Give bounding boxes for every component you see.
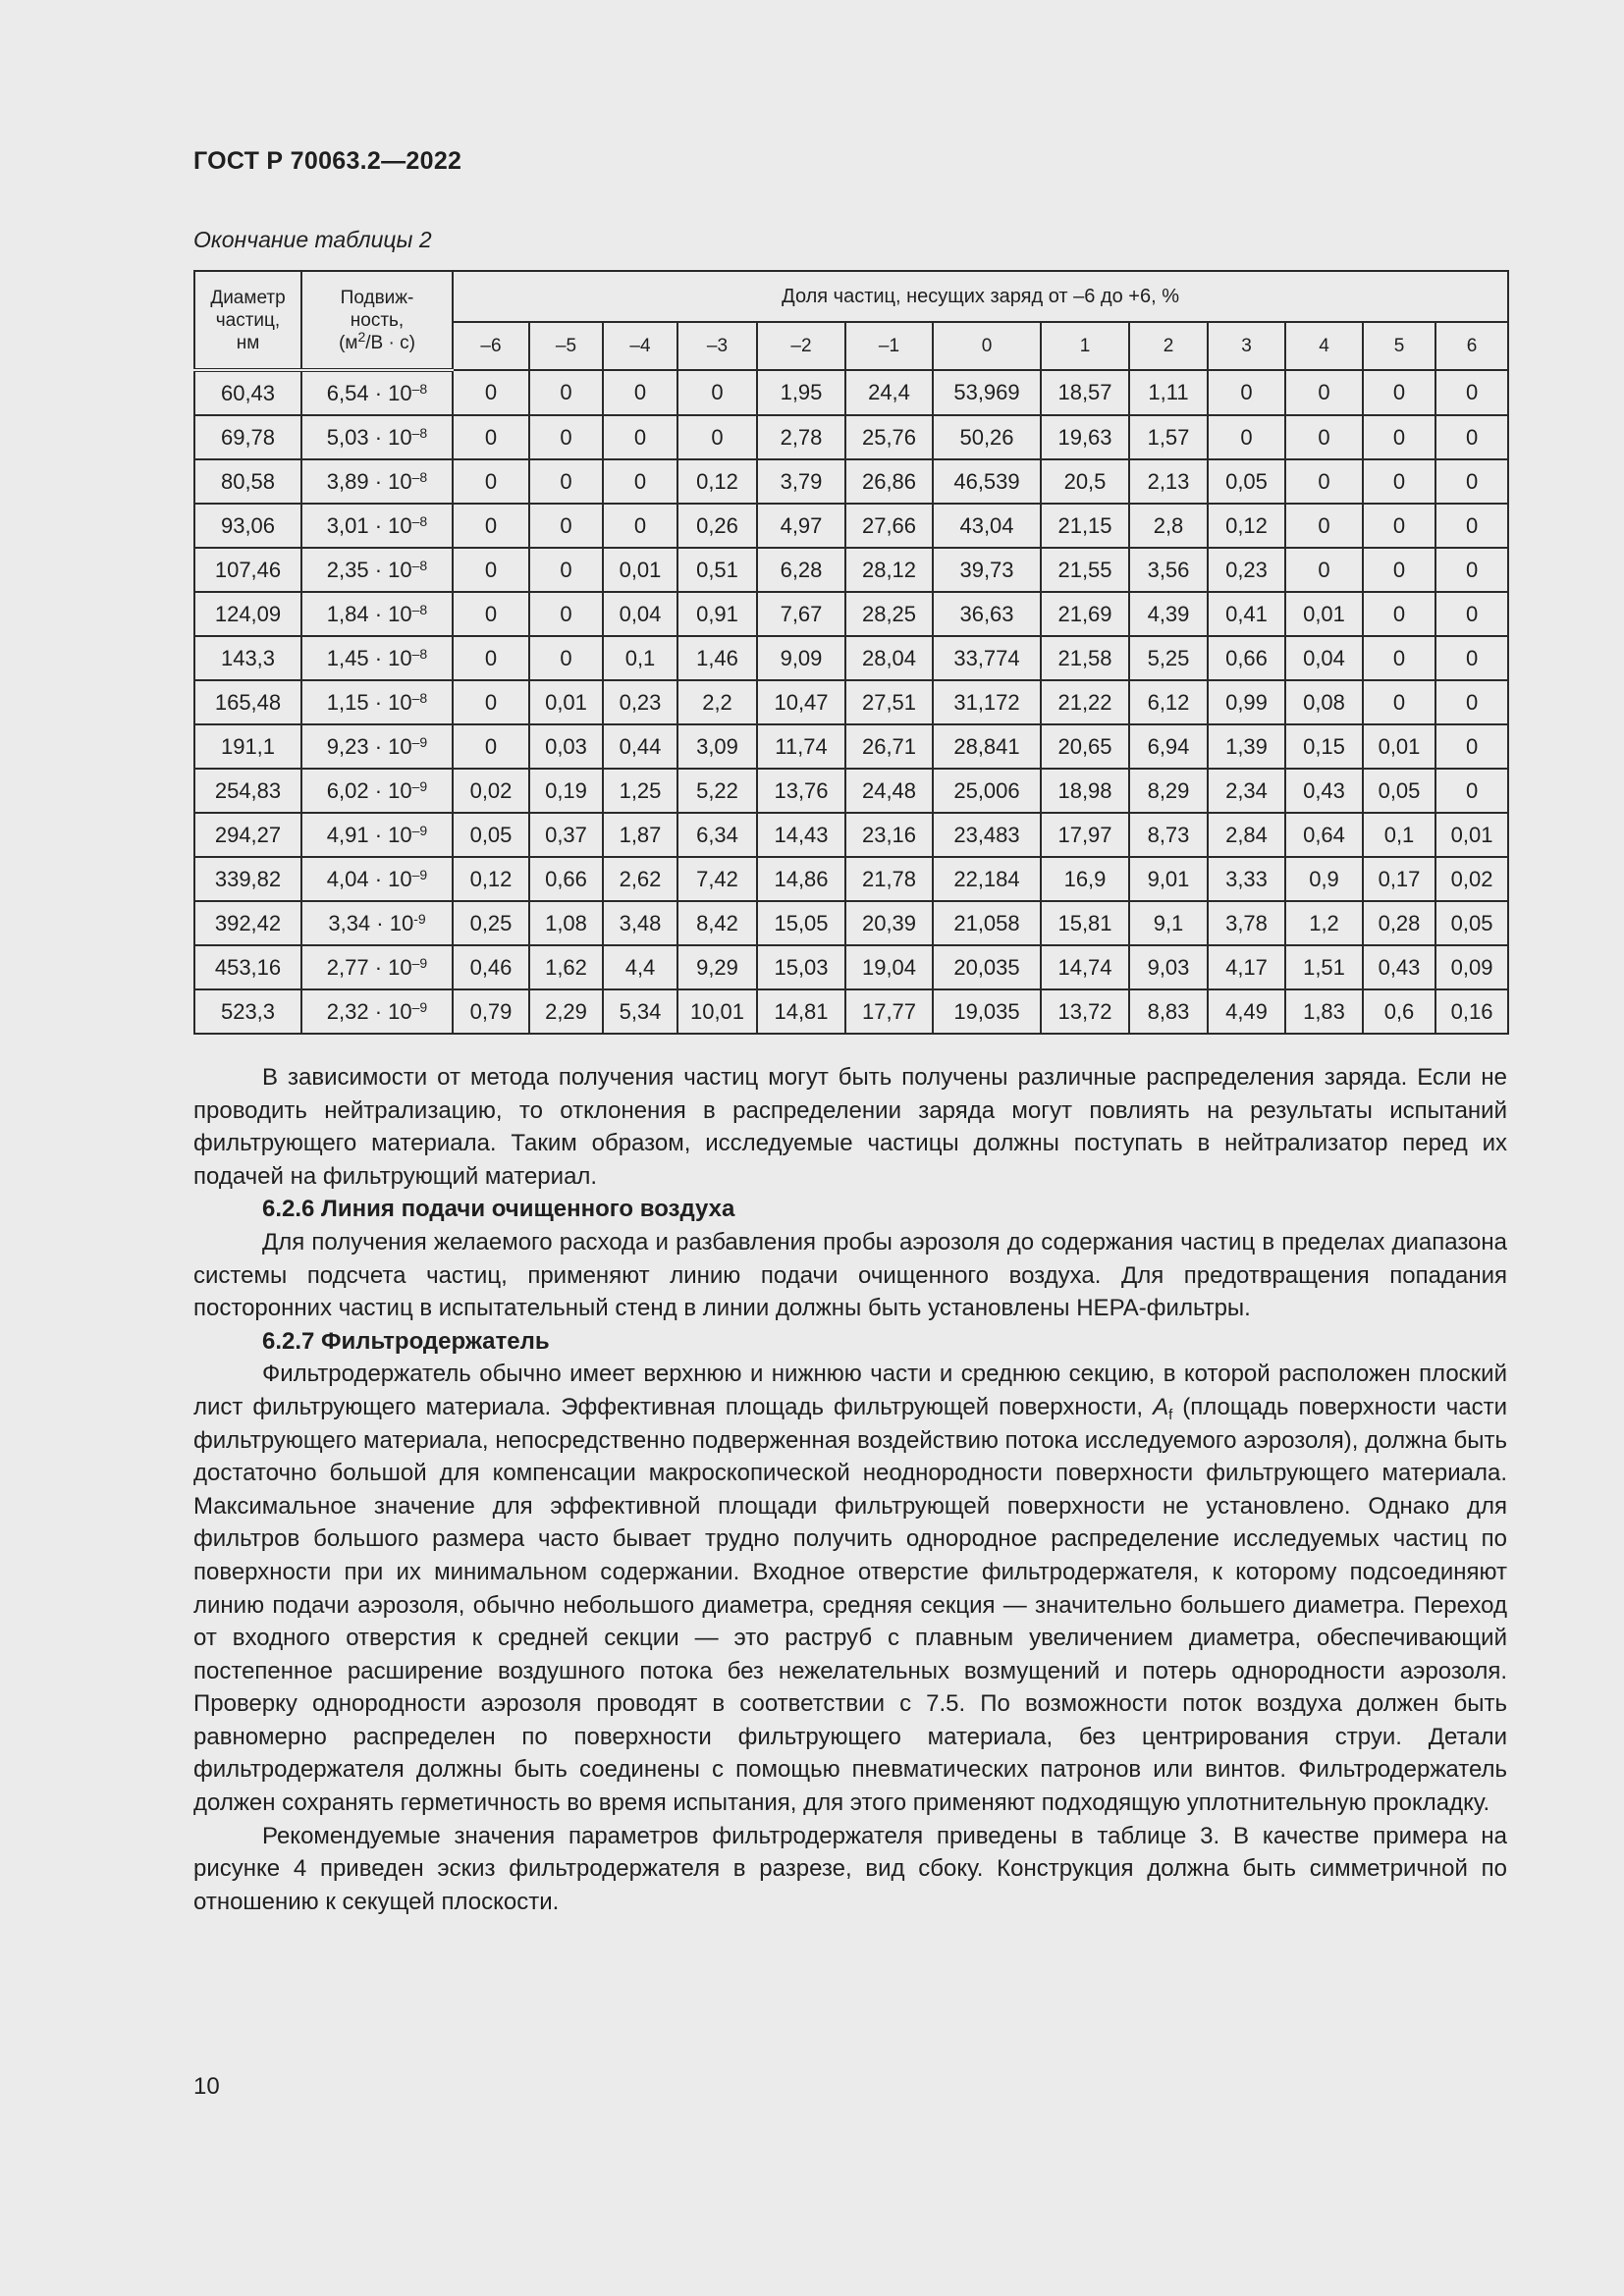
share-cell: 0 <box>1435 370 1508 415</box>
share-cell: 11,74 <box>757 724 845 769</box>
share-cell: 0 <box>1208 370 1285 415</box>
share-cell: 0 <box>529 415 603 459</box>
share-cell: 0,23 <box>1208 548 1285 592</box>
table-row <box>194 459 1508 504</box>
share-cell: 0,6 <box>1363 989 1435 1034</box>
share-cell: 0,05 <box>1208 459 1285 504</box>
table-row <box>194 901 1508 945</box>
share-cell: 1,95 <box>757 370 845 415</box>
share-cell: 5,25 <box>1129 636 1208 680</box>
share-cell: 31,172 <box>933 680 1041 724</box>
share-cell: 2,2 <box>677 680 757 724</box>
mobility-cell: $2,32 \cdot 10^{-9}$ <box>301 989 453 1034</box>
diameter-cell: 453,16 <box>194 945 301 989</box>
mobility-cell: $2,35 \cdot 10^{-8}$ <box>301 548 453 592</box>
share-cell: 1,57 <box>1129 415 1208 459</box>
share-cell: 25,006 <box>933 769 1041 813</box>
charge-column-header: –1 <box>845 322 933 370</box>
share-cell: 19,04 <box>845 945 933 989</box>
diameter-cell: 392,42 <box>194 901 301 945</box>
share-cell: 14,74 <box>1041 945 1129 989</box>
share-cell: 0 <box>453 370 529 415</box>
share-cell: 19,63 <box>1041 415 1129 459</box>
share-cell: 20,39 <box>845 901 933 945</box>
share-cell: 1,83 <box>1285 989 1363 1034</box>
diameter-cell: 93,06 <box>194 504 301 548</box>
share-cell: 0,01 <box>1363 724 1435 769</box>
share-cell: 0,1 <box>603 636 677 680</box>
share-cell: 46,539 <box>933 459 1041 504</box>
document-header: ГОСТ Р 70063.2—2022 <box>193 147 462 175</box>
diameter-cell: 165,48 <box>194 680 301 724</box>
share-cell: 2,34 <box>1208 769 1285 813</box>
share-cell: 0 <box>1285 548 1363 592</box>
diameter-cell: 339,82 <box>194 857 301 901</box>
share-cell: 0 <box>529 592 603 636</box>
share-cell: 5,34 <box>603 989 677 1034</box>
share-cell: 14,86 <box>757 857 845 901</box>
share-cell: 1,62 <box>529 945 603 989</box>
charge-column-header: 6 <box>1435 322 1508 370</box>
share-cell: 0 <box>529 504 603 548</box>
share-cell: 0,04 <box>603 592 677 636</box>
share-cell: 26,71 <box>845 724 933 769</box>
share-cell: 0 <box>1285 504 1363 548</box>
share-cell: 0,15 <box>1285 724 1363 769</box>
share-cell: 0,91 <box>677 592 757 636</box>
diameter-cell: 124,09 <box>194 592 301 636</box>
share-cell: 21,78 <box>845 857 933 901</box>
share-cell: 2,29 <box>529 989 603 1034</box>
share-cell: 3,48 <box>603 901 677 945</box>
share-cell: 4,97 <box>757 504 845 548</box>
share-cell: 0 <box>453 680 529 724</box>
share-cell: 9,09 <box>757 636 845 680</box>
table-row <box>194 813 1508 857</box>
share-cell: 27,51 <box>845 680 933 724</box>
share-cell: 0,09 <box>1435 945 1508 989</box>
share-cell: 2,84 <box>1208 813 1285 857</box>
table-row <box>194 945 1508 989</box>
share-cell: 6,34 <box>677 813 757 857</box>
share-cell: 24,48 <box>845 769 933 813</box>
share-cell: 24,4 <box>845 370 933 415</box>
share-cell: 0,9 <box>1285 857 1363 901</box>
share-cell: 10,47 <box>757 680 845 724</box>
share-cell: 0 <box>1363 370 1435 415</box>
share-cell: 0,12 <box>453 857 529 901</box>
paragraph: Для получения желаемого расхода и разбавления пробы аэрозоля до содержания частиц в пределах диапазона системы подсчета частиц, применяют линию подачи очищенного воздуха. Для предотвращения попадания посторонних частиц в испытательный стенд в линии должны быть установлены HEPA-фильтры. <box>193 1228 1507 1322</box>
charge-distribution-table <box>193 270 1509 1035</box>
share-cell: 27,66 <box>845 504 933 548</box>
share-cell: 2,78 <box>757 415 845 459</box>
paragraph: Фильтродержатель обычно имеет верхнюю и нижнюю части и среднюю секцию, в которой расположен плоский лист фильтрующего материала. Эффективная площадь фильтрующей поверхности, $A_f$ (площадь поверхности части фильтрующего материала, непосредственно подверженная воздействию потока исследуемого аэрозоля), должна быть достаточно большой для компенсации макроскопической неоднородности поверхности фильтрующего материала. Максимальное значение для эффективной площади фильтрующей поверхности не установлено. Однако для фильтров большого размера часто бывает трудно получить однородное распределение исследуемых частиц по поверхности при их минимальном содержании. Входное отверстие фильтродержателя, к которому подсоединяют линию подачи аэрозоля, обычно небольшого диаметра, средняя секция — значительно большего диаметра. Переход от входного отверстия к средней секции — это раструб с плавным увеличением диаметра, обеспечивающий постепенное расширение воздушного потока без нежелательных возмущений и потерь однородности аэрозоля. Проверку однородности аэрозоля проводят в соответствии с 7.5. По возможности поток воздуха должен быть равномерно распределен по поверхности фильтрующего материала, без центрирования струи. Детали фильтродержателя должны быть соединены с помощью пневматических патронов или винтов. Фильтродержатель должен сохранять герметичность во время испытания, для этого применяют подходящую уплотнительную прокладку. <box>193 1361 1508 1817</box>
share-cell: 28,04 <box>845 636 933 680</box>
table-caption: Окончание таблицы 2 <box>193 227 432 252</box>
share-cell: 0 <box>1435 724 1508 769</box>
mobility-cell: $9,23 \cdot 10^{-9}$ <box>301 724 453 769</box>
share-cell: 0 <box>1285 370 1363 415</box>
share-cell: 0 <box>1435 415 1508 459</box>
share-cell: 0,05 <box>1363 769 1435 813</box>
share-cell: 0,51 <box>677 548 757 592</box>
share-cell: 28,12 <box>845 548 933 592</box>
share-cell: 9,29 <box>677 945 757 989</box>
table-row <box>194 548 1508 592</box>
share-cell: 17,97 <box>1041 813 1129 857</box>
share-cell: 19,035 <box>933 989 1041 1034</box>
share-cell: 8,42 <box>677 901 757 945</box>
charge-column-header: –3 <box>677 322 757 370</box>
share-cell: 0 <box>677 415 757 459</box>
share-cell: 0 <box>603 459 677 504</box>
share-cell: 0 <box>603 504 677 548</box>
share-cell: 0,99 <box>1208 680 1285 724</box>
share-cell: 0,41 <box>1208 592 1285 636</box>
share-cell: 0 <box>1435 548 1508 592</box>
share-cell: 0 <box>1363 592 1435 636</box>
share-cell: 0,44 <box>603 724 677 769</box>
share-cell: 21,58 <box>1041 636 1129 680</box>
paragraph: В зависимости от метода получения частиц могут быть получены различные распределения заряда. Если не проводить нейтрализацию, то отклонения в распределении заряда могут повлиять на результаты испытаний фильтрующего материала. Таким образом, исследуемые частицы должны поступать в нейтрализатор перед их подачей на фильтрующий материал. <box>193 1064 1507 1190</box>
share-cell: 13,76 <box>757 769 845 813</box>
share-cell: 8,73 <box>1129 813 1208 857</box>
share-cell: 0 <box>603 370 677 415</box>
share-cell: 33,774 <box>933 636 1041 680</box>
mobility-column-header: Подвиж- ность, $(м^2/В \cdot с)$ <box>301 271 453 370</box>
share-cell: 20,035 <box>933 945 1041 989</box>
share-cell: 9,03 <box>1129 945 1208 989</box>
share-cell: 0 <box>1435 680 1508 724</box>
mobility-cell: $2,77 \cdot 10^{-9}$ <box>301 945 453 989</box>
share-cell: 7,67 <box>757 592 845 636</box>
share-cell: 0 <box>529 370 603 415</box>
diameter-cell: 143,3 <box>194 636 301 680</box>
share-cell: 4,4 <box>603 945 677 989</box>
share-cell: 0,37 <box>529 813 603 857</box>
charge-column-header: 0 <box>933 322 1041 370</box>
mobility-cell: $3,89 \cdot 10^{-8}$ <box>301 459 453 504</box>
paragraph: Рекомендуемые значения параметров фильтродержателя приведены в таблице 3. В качестве примера на рисунке 4 приведен эскиз фильтродержателя в разрезе, вид сбоку. Конструкция должна быть симметричной по отношению к секущей плоскости. <box>193 1822 1507 1915</box>
share-cell: 9,1 <box>1129 901 1208 945</box>
table-row <box>194 724 1508 769</box>
share-cell: 1,46 <box>677 636 757 680</box>
share-cell: 0 <box>677 370 757 415</box>
table-row <box>194 680 1508 724</box>
table-row <box>194 989 1508 1034</box>
share-cell: 0,25 <box>453 901 529 945</box>
share-cell: 23,483 <box>933 813 1041 857</box>
mobility-cell: $4,04 \cdot 10^{-9}$ <box>301 857 453 901</box>
share-cell: 0,64 <box>1285 813 1363 857</box>
share-cell: 0 <box>1363 415 1435 459</box>
diameter-cell: 69,78 <box>194 415 301 459</box>
share-cell: 8,29 <box>1129 769 1208 813</box>
mobility-cell: $6,54 \cdot 10^{-8}$ <box>301 370 453 415</box>
share-cell: 6,12 <box>1129 680 1208 724</box>
diameter-cell: 523,3 <box>194 989 301 1034</box>
share-cell: 3,09 <box>677 724 757 769</box>
share-cell: 1,08 <box>529 901 603 945</box>
share-cell: 0 <box>529 459 603 504</box>
share-cell: 14,43 <box>757 813 845 857</box>
diameter-cell: 191,1 <box>194 724 301 769</box>
diameter-column-header: Диаметр частиц, нм <box>194 271 301 370</box>
share-cell: 0 <box>1285 459 1363 504</box>
share-cell: 17,77 <box>845 989 933 1034</box>
share-cell: 0 <box>1363 504 1435 548</box>
share-cell: 0,02 <box>1435 857 1508 901</box>
section-heading-6-2-6: 6.2.6 Линия подачи очищенного воздуха <box>262 1196 735 1223</box>
share-cell: 0,46 <box>453 945 529 989</box>
share-cell: 0 <box>1363 680 1435 724</box>
share-cell: 21,69 <box>1041 592 1129 636</box>
share-cell: 21,058 <box>933 901 1041 945</box>
share-cell: 0 <box>1435 459 1508 504</box>
share-cell: 1,2 <box>1285 901 1363 945</box>
share-cell: 0 <box>453 724 529 769</box>
charge-column-header: 2 <box>1129 322 1208 370</box>
mobility-cell: $1,15 \cdot 10^{-8}$ <box>301 680 453 724</box>
share-cell: 0 <box>453 459 529 504</box>
charge-column-header: –5 <box>529 322 603 370</box>
table-row <box>194 636 1508 680</box>
charge-column-header: –6 <box>453 322 529 370</box>
charge-column-header: 3 <box>1208 322 1285 370</box>
share-cell: 0 <box>603 415 677 459</box>
share-cell: 3,56 <box>1129 548 1208 592</box>
share-cell: 3,79 <box>757 459 845 504</box>
share-cell: 0,16 <box>1435 989 1508 1034</box>
share-cell: 0,66 <box>529 857 603 901</box>
share-cell: 0,26 <box>677 504 757 548</box>
share-cell: 0,01 <box>603 548 677 592</box>
share-cell: 0,28 <box>1363 901 1435 945</box>
mobility-cell: $3,34 \cdot 10^{-9}$ <box>301 901 453 945</box>
share-cell: 28,25 <box>845 592 933 636</box>
share-cell: 18,98 <box>1041 769 1129 813</box>
share-cell: 21,55 <box>1041 548 1129 592</box>
share-cell: 0,05 <box>1435 901 1508 945</box>
share-cell: 13,72 <box>1041 989 1129 1034</box>
share-cell: 0 <box>1435 636 1508 680</box>
share-cell: 0 <box>529 548 603 592</box>
mobility-cell: $4,91 \cdot 10^{-9}$ <box>301 813 453 857</box>
share-cell: 23,16 <box>845 813 933 857</box>
charge-column-header: 5 <box>1363 322 1435 370</box>
share-cell: 0 <box>453 415 529 459</box>
page-number: 10 <box>193 2073 220 2100</box>
share-cell: 5,22 <box>677 769 757 813</box>
charge-column-header: 4 <box>1285 322 1363 370</box>
share-cell: 20,5 <box>1041 459 1129 504</box>
share-cell: 0,12 <box>1208 504 1285 548</box>
table-row <box>194 857 1508 901</box>
share-cell: 26,86 <box>845 459 933 504</box>
diameter-cell: 60,43 <box>194 370 301 415</box>
table-row <box>194 504 1508 548</box>
diameter-cell: 80,58 <box>194 459 301 504</box>
share-cell: 1,11 <box>1129 370 1208 415</box>
share-cell: 21,22 <box>1041 680 1129 724</box>
table-row <box>194 370 1508 415</box>
share-cell: 0,43 <box>1285 769 1363 813</box>
share-cell: 28,841 <box>933 724 1041 769</box>
share-cell: 1,39 <box>1208 724 1285 769</box>
mobility-cell: $3,01 \cdot 10^{-8}$ <box>301 504 453 548</box>
share-cell: 21,15 <box>1041 504 1129 548</box>
share-cell: 15,03 <box>757 945 845 989</box>
share-cell: 0,23 <box>603 680 677 724</box>
share-cell: 0,08 <box>1285 680 1363 724</box>
share-cell: 0,43 <box>1363 945 1435 989</box>
share-cell: 4,39 <box>1129 592 1208 636</box>
body-text <box>193 1061 1507 1918</box>
charge-share-header: Доля частиц, несущих заряд от –6 до +6, % <box>453 271 1508 322</box>
mobility-cell: $1,45 \cdot 10^{-8}$ <box>301 636 453 680</box>
share-cell: 0 <box>1363 459 1435 504</box>
share-cell: 15,05 <box>757 901 845 945</box>
share-cell: 8,83 <box>1129 989 1208 1034</box>
share-cell: 0 <box>1435 769 1508 813</box>
charge-column-header: 1 <box>1041 322 1129 370</box>
diameter-cell: 107,46 <box>194 548 301 592</box>
share-cell: 0 <box>1285 415 1363 459</box>
share-cell: 2,62 <box>603 857 677 901</box>
share-cell: 0,66 <box>1208 636 1285 680</box>
share-cell: 0 <box>1363 548 1435 592</box>
share-cell: 1,51 <box>1285 945 1363 989</box>
share-cell: 16,9 <box>1041 857 1129 901</box>
share-cell: 6,94 <box>1129 724 1208 769</box>
share-cell: 7,42 <box>677 857 757 901</box>
share-cell: 0 <box>1363 636 1435 680</box>
share-cell: 0,04 <box>1285 636 1363 680</box>
share-cell: 0 <box>453 504 529 548</box>
share-cell: 4,17 <box>1208 945 1285 989</box>
share-cell: 0,01 <box>1435 813 1508 857</box>
share-cell: 1,87 <box>603 813 677 857</box>
table-row <box>194 592 1508 636</box>
share-cell: 2,8 <box>1129 504 1208 548</box>
share-cell: 0 <box>453 592 529 636</box>
table-row <box>194 415 1508 459</box>
mobility-cell: $1,84 \cdot 10^{-8}$ <box>301 592 453 636</box>
share-cell: 22,184 <box>933 857 1041 901</box>
charge-column-header: –4 <box>603 322 677 370</box>
diameter-cell: 254,83 <box>194 769 301 813</box>
area-symbol: A <box>1153 1393 1169 1420</box>
diameter-cell: 294,27 <box>194 813 301 857</box>
share-cell: 0,12 <box>677 459 757 504</box>
share-cell: 53,969 <box>933 370 1041 415</box>
mobility-cell: $5,03 \cdot 10^{-8}$ <box>301 415 453 459</box>
share-cell: 18,57 <box>1041 370 1129 415</box>
share-cell: 10,01 <box>677 989 757 1034</box>
share-cell: 4,49 <box>1208 989 1285 1034</box>
share-cell: 0 <box>453 636 529 680</box>
share-cell: 3,33 <box>1208 857 1285 901</box>
share-cell: 0,01 <box>529 680 603 724</box>
share-cell: 0,02 <box>453 769 529 813</box>
table-row <box>194 769 1508 813</box>
mobility-cell: $6,02 \cdot 10^{-9}$ <box>301 769 453 813</box>
share-cell: 15,81 <box>1041 901 1129 945</box>
charge-column-header: –2 <box>757 322 845 370</box>
share-cell: 0,05 <box>453 813 529 857</box>
share-cell: 0 <box>1435 592 1508 636</box>
share-cell: 0,19 <box>529 769 603 813</box>
share-cell: 0,1 <box>1363 813 1435 857</box>
share-cell: 0,17 <box>1363 857 1435 901</box>
share-cell: 0 <box>453 548 529 592</box>
share-cell: 0,03 <box>529 724 603 769</box>
share-cell: 0,01 <box>1285 592 1363 636</box>
share-cell: 0,79 <box>453 989 529 1034</box>
share-cell: 9,01 <box>1129 857 1208 901</box>
share-cell: 20,65 <box>1041 724 1129 769</box>
section-heading-6-2-7: 6.2.7 Фильтродержатель <box>262 1327 550 1355</box>
share-cell: 2,13 <box>1129 459 1208 504</box>
share-cell: 0 <box>1208 415 1285 459</box>
share-cell: 39,73 <box>933 548 1041 592</box>
share-cell: 14,81 <box>757 989 845 1034</box>
share-cell: 50,26 <box>933 415 1041 459</box>
share-cell: 6,28 <box>757 548 845 592</box>
share-cell: 1,25 <box>603 769 677 813</box>
share-cell: 36,63 <box>933 592 1041 636</box>
share-cell: 0 <box>1435 504 1508 548</box>
share-cell: 25,76 <box>845 415 933 459</box>
share-cell: 3,78 <box>1208 901 1285 945</box>
share-cell: 0 <box>529 636 603 680</box>
share-cell: 43,04 <box>933 504 1041 548</box>
